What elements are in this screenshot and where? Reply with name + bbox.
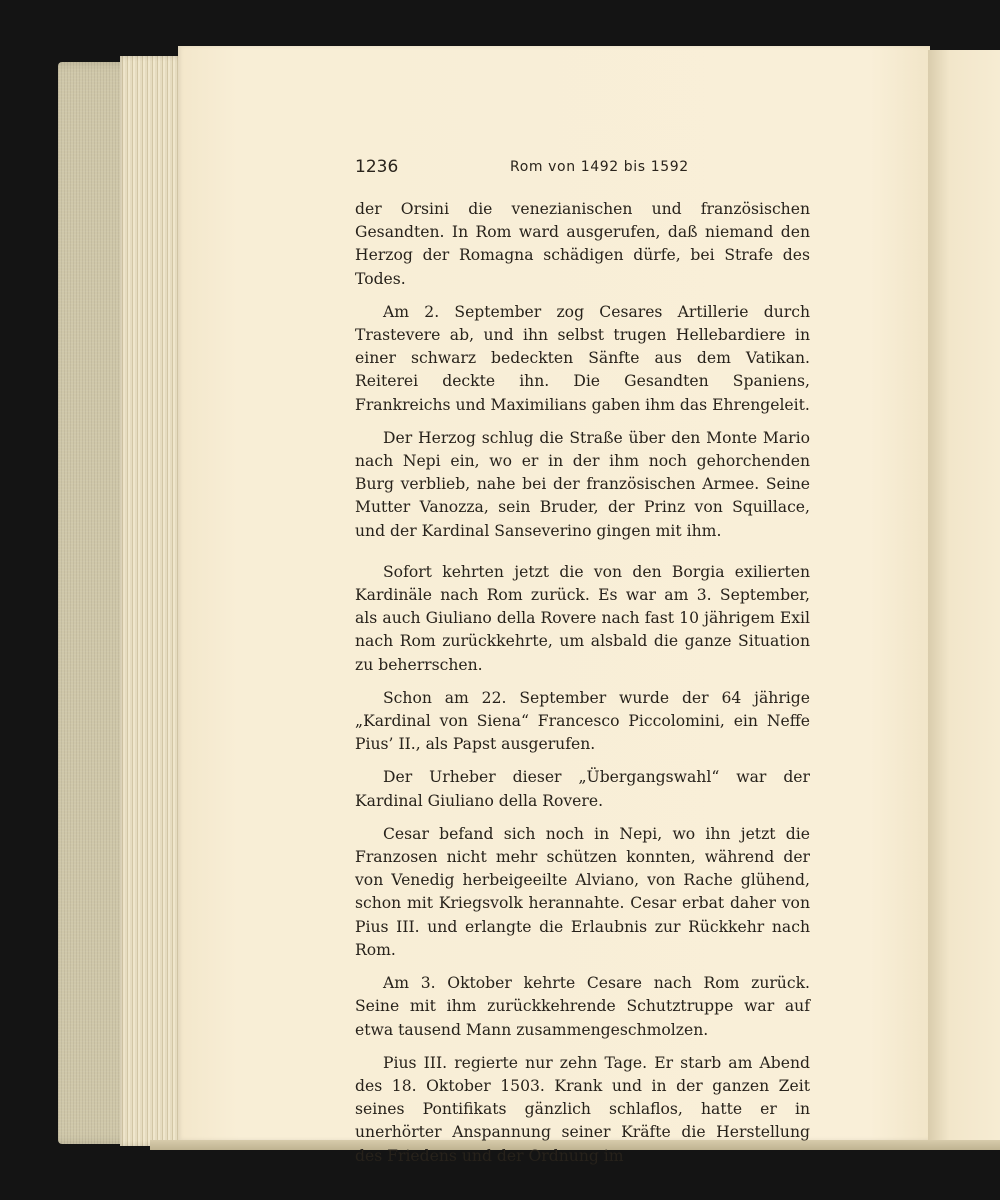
paragraph: Cesar befand sich noch in Nepi, wo ihn jetzt die Franzosen nicht mehr schützen konnten, während der von Venedig herbeigeeilte Alviano, von Rache glühend, schon mit Kriegsvolk herannahte. Cesar erbat daher von Pius III. und erlangte die Erlaubnis zur Rückkehr nach Rom. (355, 824, 810, 959)
running-header (355, 157, 810, 185)
paragraph: Am 3. Oktober kehrte Cesare nach Rom zurück. Seine mit ihm zurückkehrende Schutztruppe war auf etwa tausend Mann zusammengeschmolzen. (355, 974, 810, 1039)
page-block-edges (120, 56, 182, 1146)
paragraph: Der Urheber dieser „Übergangswahl“ war der Kardinal Giuliano della Rovere. (355, 768, 810, 810)
facing-page-edge (928, 50, 1000, 1142)
body-text (355, 198, 810, 1178)
paragraph: der Orsini die venezianischen und französischen Gesandten. In Rom ward ausgerufen, daß niemand den Herzog der Romagna schädigen dürfe, bei Strafe des Todes. (355, 200, 810, 288)
paragraph: Sofort kehrten jetzt die von den Borgia exilierten Kardinäle nach Rom zurück. Es war am 3. September, als auch Giuliano della Rovere nach fast 10 jährigem Exil nach Rom zurückkehrte, um alsbald die ganze Situation zu beherrschen. (355, 562, 810, 674)
paragraph: Pius III. regierte nur zehn Tage. Er starb am Abend des 18. Oktober 1503. Krank und in der ganzen Zeit seines Pontifikats gänzlich schlaflos, hatte er in unerhörter Anspannung seiner Kräfte die Herstellung des Friedens und der Ordnung im (355, 1053, 810, 1165)
page-number: 1236 (355, 157, 399, 177)
paragraph: Am 2. September zog Cesares Artillerie durch Trastevere ab, und ihn selbst trugen Hellebardiere in einer schwarz bedeckten Sänfte aus dem Vatikan. Reiterei deckte ihn. Die Gesandten Spaniens, Frankreichs und Maximilians gaben ihm das Ehrengeleit. (355, 302, 810, 414)
running-title: Rom von 1492 bis 1592 (510, 159, 689, 175)
paragraph: Schon am 22. September wurde der 64 jährige „Kardinal von Siena“ Francesco Piccolomini, ein Neffe Pius’ II., als Papst ausgerufen. (355, 688, 810, 754)
paragraph: Der Herzog schlug die Straße über den Monte Mario nach Nepi ein, wo er in der ihm noch gehorchenden Burg verblieb, nahe bei der französischen Armee. Seine Mutter Vanozza, sein Bruder, der Prinz von Squillace, und der Kardinal Sanseverino gingen mit ihm. (355, 428, 810, 540)
